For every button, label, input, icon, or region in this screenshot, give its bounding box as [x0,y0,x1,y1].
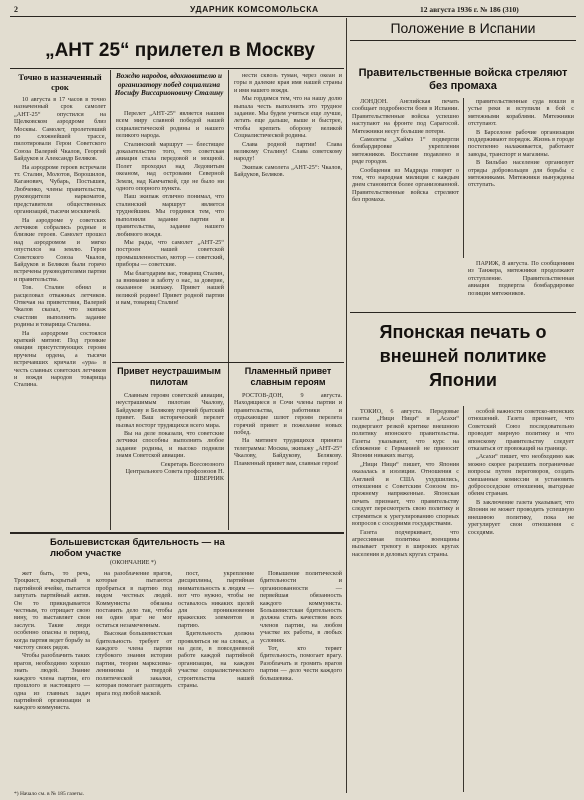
col2-title: Вождю народов, вдохновителю и организатору побед социализма Иосифу Виссарионовичу Сталину [114,72,224,98]
col1-paragraph: На аэродроме состоялся краткий митинг. Под громкие овации присутствующих героям вручены ордена, а тысячи встречавших кричали «ура» в честь славных советских летчиков и вождя народов товарища Сталина. [14,329,106,389]
bottom-col2-paragraph: Высокая большевистская бдительность требует от каждого члена партии глубокого знания истории партии, теории марксизма-ленинизма и твердой политической закалки, которая помогает разглядеть врага под любой маской. [96,630,172,697]
left-headline: „АНТ 25“ прилетел в Москву [45,40,315,61]
spain-col1-paragraph: Самолеты „Хаймэ 1“ подвергли бомбардировке укрепления мятежников. Восстание подавлено в ряде городов. [352,136,459,166]
col2-paragraph: Сталинский маршрут — блестящее доказательство того, что советская авиация стала передовой и мощной. Полет проходил над Ледовитым океаном, над островами Северной Земли, над Камчаткой, где не было ни одного опорного пункта. [116,140,224,193]
paris-dispatch [468,260,574,308]
col1-title: Точно в назначенный срок [18,72,102,92]
bottom-col3-paragraph: пост, укрепление дисциплины, партийная внимательность к людям — вот что нужно, чтобы не оставалось никаких щелей для проникновения вражеских элементов в партию. [178,570,254,629]
bottom-col4-paragraph: Повышение политической бдительности и организованности — первейшая обязанность каждого коммуниста. Большевистская бдительность должна стать качеством всех членов партии, на любом участке их работы, в любых условиях. [260,570,342,644]
sub1-signature: Секретарь Всесоюзного Центрального Совета профсоюзов Н. ШВЕРНИК [125,460,224,483]
sub1-paragraph: Вы на деле показали, что советские летчики способны выполнить любое задание родины, и высоко подняли знамя Советской авиации. [116,430,224,460]
japan-col2-paragraph: особой важности советско-японских отношений. Газета признает, что Советский Союз последовательно проводит мирную политику и что японскому правительству следует отказаться от провокаций на границе. [468,408,574,453]
col2-paragraph: Мы рады, что самолет „АНТ-25“ построен нашей советской промышленностью, мотор — советский, приборы — советские. [116,238,224,269]
bottom-title: Большевистская бдительность — на любом участке [50,537,225,559]
col1-paragraph: 10 августа в 17 часов в точно назначенный срок самолет „АНТ-25“ опустился на Щелковском аэродроме близ Москвы. Самолет, пролетевший по сложнейшей трассе, пилотировали Герои Советского Союза Валерий Чкалов, Георгий Байдуков и Александр Беляков. [14,96,106,163]
japan-col1-paragraph: Газета подчеркивает, что агрессивная политика военщины вызывает тревогу в широких кругах населения и деловых кругах страны. [352,528,459,558]
spain-col1-paragraph: Сообщения из Мадрида говорят о том, что народная милиция с каждым днем становится более организованной. Правительственные войска стреляют без промаха. [352,166,459,204]
col2-paragraph: Наш экипаж отлично понимал, что сталинский маршрут является труднейшим. Мы гордимся тем, что выполнили задание партии и правительства, задание нашего любимого вождя. [116,193,224,238]
col1-paragraph: На аэродроме героев встречали тт. Сталин, Молотов, Ворошилов, Каганович, Чубарь, Постышев, Любченко, члены правительства, руководители наркоматов, представители общественных организаций, тысячи москвичей. [14,163,106,216]
paper-name: УДАРНИК КОМСОМОЛЬСКА [190,4,319,14]
sub-articles-rule [112,362,344,363]
sub1-text [116,392,224,530]
bottom-col1-paragraph: жет быть, то речь, Троцкист, вскрытый в партийной ячейке, пытается запутать партийный актив. Он то прикидывается честным, то отрицает свою вину, то выставляет свои заслуги. Такие люди особенно опасны в период, когда партия ведет борьбу за чистоту своих рядов. [14,570,90,652]
spain-section-rule [350,40,576,41]
sub2-paragraph: На митинге трудящихся принята телеграмма: Москва, экипажу „АНТ-25“ Чкалову, Байдукову, Белякову. Пламенный привет вам, славные герои! [234,437,342,467]
main-column-divider [346,18,347,793]
japan-col-divider [463,406,464,792]
sub1-title: Привет неустрашимым пилотам [117,366,221,387]
spain-col2-paragraph: В Бильбао население организует отряды добровольцев для борьбы с мятежниками. Мятежники вынуждены отступать. [468,159,574,189]
japan-col1 [352,408,459,792]
left-headline-rule [10,68,344,69]
spain-col2-paragraph: правительственные суда вошли в устье реки и вступили в бой с мятежными кораблями. Мятежники отступают. [468,98,574,128]
japan-section-rule [350,312,576,313]
spain-headline: Правительственные войска стреляют без промаха [358,67,568,92]
issue-date: 12 августа 1936 г. № 186 (310) [420,5,519,14]
japan-col2-paragraph: „Асахи“ пишет, что необходимо как можно скорее разрешить пограничные вопросы путем переговоров, создать смешанные комиссии и установить добрососедские отношения, выгодные обеим странам. [468,453,574,498]
bottom-subtitle: (ОКОНЧАНИЕ *) [110,560,156,566]
masthead-rule [10,16,576,17]
col3-paragraph: нести сквозь туман, через океан и горы в далекие края имя нашей страны и имя нашего вождя. [234,72,342,94]
spain-col1-paragraph: ЛОНДОН. Английская печать сообщает подробности боев в Испании. Правительственные войска успешно наступают на фронте под Сарагосой. Мятежники несут большие потери. [352,98,459,135]
spain-section-title: Положение в Испании [390,20,536,36]
page-number: 2 [14,5,18,14]
bottom-col3 [178,570,254,792]
spain-col2 [468,98,574,258]
paris-paragraph: ПАРИЖ, 8 августа. По сообщениям из Танжера, мятежники продолжают отступление. Правительственная авиация подвергла бомбардировке позиции мятежников. [468,260,574,297]
col3-paragraph: Экипаж самолета „АНТ-25“: Чкалов, Байдуков, Беляков. [234,163,342,179]
col2-paragraph: Перелет „АНТ-25“ является нашим всем миру славной победой нашей социалистической родины и нашего великого народа. [116,110,224,140]
japan-col1-paragraph: ТОКИО, 6 августа. Передовые газеты „Ници Ници“ и „Асахи“ подвергают резкой критике внешнюю политику японского правительства. Газеты указывают, что курс на сближение с Германией не приносит Японии никаких выгод. [352,408,459,460]
bottom-col4-paragraph: Тот, кто теряет бдительность, помогает врагу. Разоблачать и громить врагов партии — дело чести каждого большевика. [260,645,342,682]
col3-text [234,72,342,360]
bottom-section-rule [10,532,344,534]
col2-paragraph: Мы благодарим вас, товарищ Сталин, за внимание и заботу о нас, за доверие, оказанное экипажу. Привет нашей великой родине! Привет родной партии и вам, товарищ Сталин! [116,269,224,307]
japan-col2-paragraph: В заключение газета указывает, что Япония не может проводить успешную внешнюю политику, пока не урегулирует свои отношения с соседями. [468,498,574,536]
sub1-paragraph: Славным героям советской авиации, неустрашимым пилотам Чкалову, Байдукову и Белякову горячий братский привет. Ваш исторический перелет вызвал восторг трудящихся всего мира. [116,392,224,429]
bottom-col2-paragraph: на разоблачение врагов, которые пытаются пробраться в партию под видом честных людей. Коммунисты обязаны поставить дело так, чтобы ни один враг не мог остаться незамеченным. [96,570,172,629]
bottom-col1 [14,570,90,790]
japan-col2 [468,408,574,792]
sub2-title: Пламенный привет славным героям [244,366,332,387]
sub2-paragraph: РОСТОВ-ДОН, 9 августа. Находящиеся в Сочи члены партии и правительства, работники и отдыхающие шлют героям перелета горячий привет и пожелание новых побед. [234,392,342,437]
col2-text [116,110,224,360]
japan-col1-paragraph: „Ници Ници“ пишет, что Япония оказалась в изоляции. Отношения с Англией и США ухудшились, отношения с Советским Союзом по-прежнему напряженные. Японская печать признает, что правительству следует пересмотреть свою политику и стремиться к урегулированию спорных вопросов с соседними государствами. [352,460,459,528]
bottom-col3-paragraph: Бдительность должна проявляться не на словах, а на деле, в повседневной работе каждой партийной организации, на каждом участке социалистического строительства нашей страны. [178,630,254,690]
right-col-divider [463,98,464,258]
bottom-col2 [96,570,172,792]
col1-text [14,96,106,528]
spain-col2-paragraph: В Барселоне рабочие организации поддерживают порядок. Жизнь в городе постепенно налаживается, работают заводы, транспорт и магазины. [468,128,574,158]
left-col-divider-2 [228,70,229,530]
bottom-col4 [260,570,342,792]
col1-paragraph: Тов. Сталин обнял и расцеловал отважных летчиков. Отвечая на приветствия, Валерий Чкалов сказал, что экипаж счастлив выполнить задание родины и товарища Сталина. [14,284,106,329]
bottom-footnote: *) Начало см. в № 185 газеты. [14,791,84,797]
col3-paragraph: Слава родной партии! Слава великому Сталину! Слава советскому народу! [234,140,342,163]
bottom-col1-paragraph: Чтобы разоблачить таких врагов, необходимо хорошо знать людей. Знание каждого члена партии, его прошлого и настоящего — одна из главных задач партийной организации и каждого коммуниста. [14,652,90,712]
left-col-divider-1 [110,70,111,530]
col1-paragraph: На аэродроме у советских летчиков собрались родные и близкие героев. Самолет прошел над аэродромом и мягко опустился на землю. Герои Советского Союза Чкалов, Байдуков и Беляков были горячо встречены руководителями партии и правительства. [14,216,106,283]
sub2-text [234,392,342,530]
japan-headline: Японская печать о внешней политике Японии [379,322,547,390]
col3-paragraph: Мы гордимся тем, что на нашу долю выпала честь выполнить это трудное задание. Мы будем учиться еще лучше, летать еще дальше, выше и быстрее, чтобы крепить оборону великой Социалистической родины. [234,95,342,140]
spain-col1 [352,98,459,308]
